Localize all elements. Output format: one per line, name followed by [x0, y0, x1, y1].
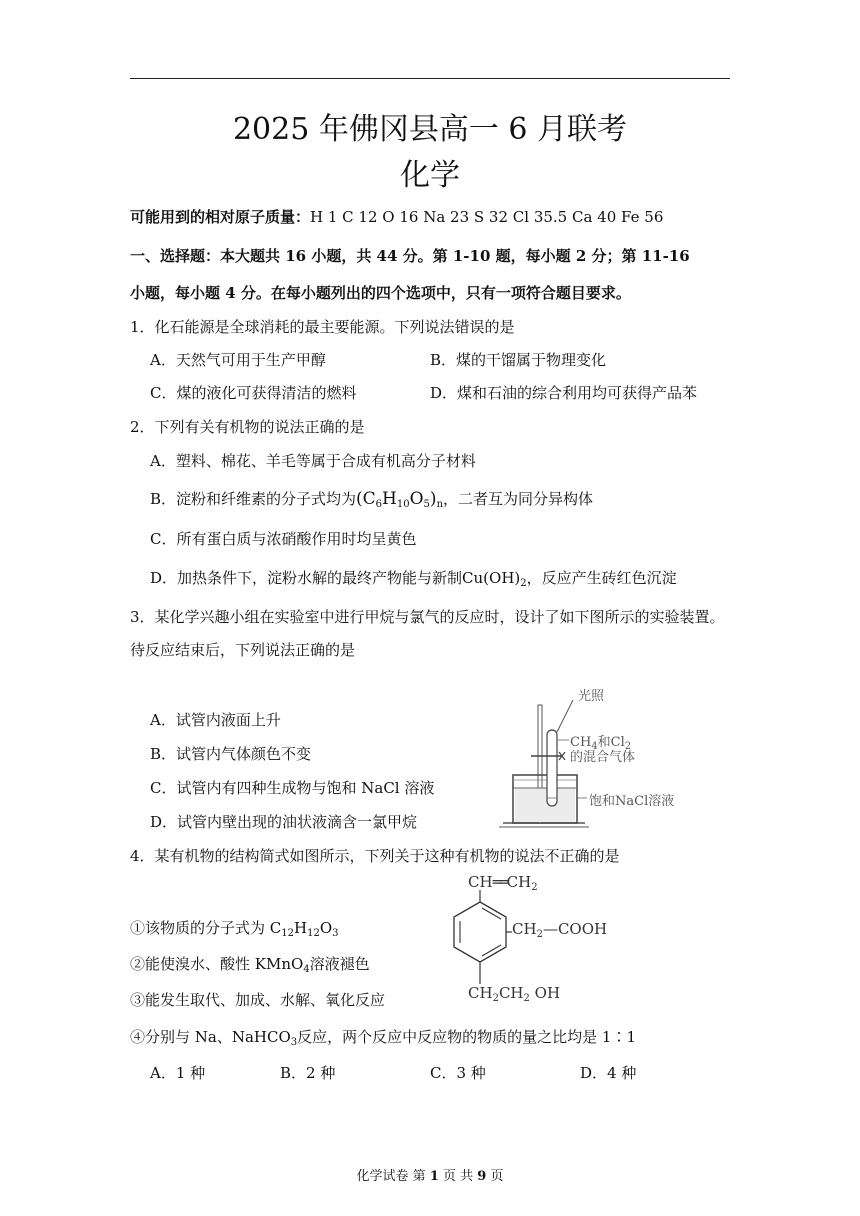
- ring-double-bond-3: [482, 945, 501, 956]
- q2-d-text: D．加热条件下，淀粉水解的最终产物能与新制: [150, 569, 463, 587]
- q4-s1-sub-h: 12: [307, 928, 320, 939]
- subject-title: 化学: [400, 158, 460, 193]
- atomic-masses-line: [130, 206, 663, 227]
- q1-stem: 1．化石能源是全球消耗的最主要能源。下列说法错误的是: [130, 318, 515, 336]
- q4-s2-sub: 4: [303, 964, 310, 975]
- q3-option-a: A．试管内液面上升: [150, 711, 281, 729]
- ring-double-bond-2: [482, 908, 501, 919]
- q4-s2-text: ②能使溴水、酸性 KMnO: [130, 955, 304, 973]
- atomic-masses-label: 可能用到的相对原子质量：: [130, 208, 311, 226]
- q2-b-text: B．淀粉和纤维素的分子式均为: [150, 490, 357, 508]
- q4-statement-1: [130, 917, 339, 939]
- q1-option-b: B．煤的干馏属于物理变化: [430, 351, 607, 369]
- footer-page-number: 1: [429, 1169, 439, 1184]
- footer-mid: 页 共: [438, 1169, 478, 1184]
- q4-statement-3: ③能发生取代、加成、水解、氧化反应: [130, 991, 386, 1009]
- exam-title: 2025 年佛冈县高一 6 月联考: [232, 112, 628, 147]
- q4-s1-sub-o: 3: [332, 928, 339, 939]
- q4-s4-sub: 3: [290, 1037, 298, 1048]
- struct-single-bond: —: [542, 920, 558, 938]
- q4-s1-text: ①该物质的分子式为 C: [130, 919, 282, 937]
- q2-b-close: ): [429, 489, 437, 509]
- q2-b-h: H: [382, 489, 397, 509]
- struct-oh: OH: [534, 984, 561, 1002]
- q2-option-d: [150, 567, 677, 589]
- q4-option-a: A．1 种: [150, 1064, 206, 1082]
- q2-d-sub: 2: [520, 578, 527, 589]
- q4-statement-2: [130, 953, 370, 975]
- fig-gas-mix-label: 的混合气体: [570, 750, 636, 765]
- light-pointer: [557, 700, 573, 732]
- q4-option-d: D．4 种: [580, 1064, 637, 1082]
- q3-option-d: D．试管内壁出现的油状液滴含一氯甲烷: [150, 813, 418, 831]
- atomic-masses-values: H 1 C 12 O 16 Na 23 S 32 Cl 35.5 Ca 40 Fe 56: [310, 208, 664, 226]
- q4-s4-text: ④分别与 Na、NaHCO: [130, 1028, 291, 1046]
- struct-vinyl-sub: 2: [531, 882, 538, 893]
- q4-s4-post: 反应，两个反应中反应物的物质的量之比均是 1∶1: [297, 1028, 636, 1046]
- benzene-ring: [454, 902, 506, 962]
- q2-option-a: A．塑料、棉花、羊毛等属于合成有机高分子材料: [150, 452, 476, 470]
- q3-stem-line2: 待反应结束后，下列说法正确的是: [130, 641, 356, 659]
- footer-total-pages: 9: [477, 1169, 487, 1184]
- struct-hydroxyethyl-group: [468, 984, 560, 1004]
- struct-vinyl-ch: CH: [468, 873, 493, 891]
- struct-vinyl-group: [468, 873, 538, 893]
- q2-b-formula: [356, 489, 443, 509]
- struct-ch: CH: [512, 920, 537, 938]
- q4-s1-h: H: [293, 919, 308, 937]
- struct-vinyl-ch2: CH: [506, 873, 532, 891]
- q1-option-a: A．天然气可用于生产甲醇: [150, 351, 326, 369]
- q2-d-post: ，反应产生砖红色沉淀: [526, 569, 677, 587]
- q1-option-c: C．煤的液化可获得清洁的燃料: [150, 384, 357, 402]
- beaker-solution: [515, 788, 575, 822]
- fig-gas-4: 4: [591, 741, 598, 752]
- q4-option-b: B．2 种: [280, 1064, 336, 1082]
- fig-gas-ch: CH: [570, 735, 592, 750]
- section1-line1: 一、选择题：本大题共 16 小题，共 44 分。第 1-10 题，每小题 2 分；第 11-16: [130, 247, 690, 265]
- struct-double-bond: ══: [492, 873, 507, 891]
- q2-b-sub3: 5: [423, 499, 430, 510]
- q1-option-d: D．煤和石油的综合利用均可获得产品苯: [430, 384, 698, 402]
- benzene-ring-figure: [440, 890, 520, 990]
- q2-option-b: [150, 488, 593, 510]
- page-footer: [0, 1165, 860, 1184]
- q3-option-b: B．试管内气体颜色不变: [150, 745, 312, 763]
- struct-sub-b: 2: [523, 993, 530, 1004]
- section1-line2: 小题，每小题 4 分。在每小题列出的四个选项中，只有一项符合题目要求。: [130, 284, 631, 302]
- q2-b-n: n: [436, 499, 444, 510]
- q3-option-c: C．试管内有四种生成物与饱和 NaCl 溶液: [150, 779, 435, 797]
- struct-ch-sub: 2: [536, 929, 543, 940]
- q2-b-o: O: [409, 489, 424, 509]
- footer-post: 页: [486, 1169, 504, 1184]
- q4-statement-4: [130, 1026, 636, 1048]
- struct-ch-b: CH: [498, 984, 524, 1002]
- q2-b-c: (C: [356, 489, 376, 509]
- struct-sub-a: 2: [492, 993, 499, 1004]
- struct-acetic-group: [512, 920, 607, 940]
- fig-light-label: 光照: [578, 689, 605, 704]
- q2-d-formula: Cu(OH): [462, 569, 521, 587]
- q4-s2-post: 溶液褪色: [309, 955, 370, 973]
- footer-pre: 化学试卷 第: [356, 1169, 430, 1184]
- q2-b-post: ，二者互为同分异构体: [443, 490, 594, 508]
- struct-ch-a: CH: [468, 984, 493, 1002]
- q4-s1-o: O: [319, 919, 333, 937]
- q2-option-c: C．所有蛋白质与浓硝酸作用时均呈黄色: [150, 530, 417, 548]
- q2-stem: 2．下列有关有机物的说法正确的是: [130, 418, 365, 436]
- fig-gas-and: 和Cl: [597, 735, 625, 750]
- q4-stem: 4．某有机物的结构简式如图所示，下列关于这种有机物的说法不正确的是: [130, 847, 620, 865]
- test-tube: [547, 730, 557, 806]
- q4-s1-sub-c: 12: [281, 928, 294, 939]
- top-rule: [130, 78, 730, 79]
- q4-option-c: C．3 种: [430, 1064, 486, 1082]
- q2-b-sub1: 6: [375, 499, 383, 510]
- q2-b-sub2: 10: [396, 499, 410, 510]
- fig-solution-label: 饱和NaCl溶液: [589, 794, 675, 809]
- struct-cooh: COOH: [557, 920, 608, 938]
- q3-stem-line1: 3．某化学兴趣小组在实验室中进行甲烷与氯气的反应时，设计了如下图所示的实验装置。: [130, 608, 725, 626]
- fig-gas-2: 2: [624, 741, 632, 752]
